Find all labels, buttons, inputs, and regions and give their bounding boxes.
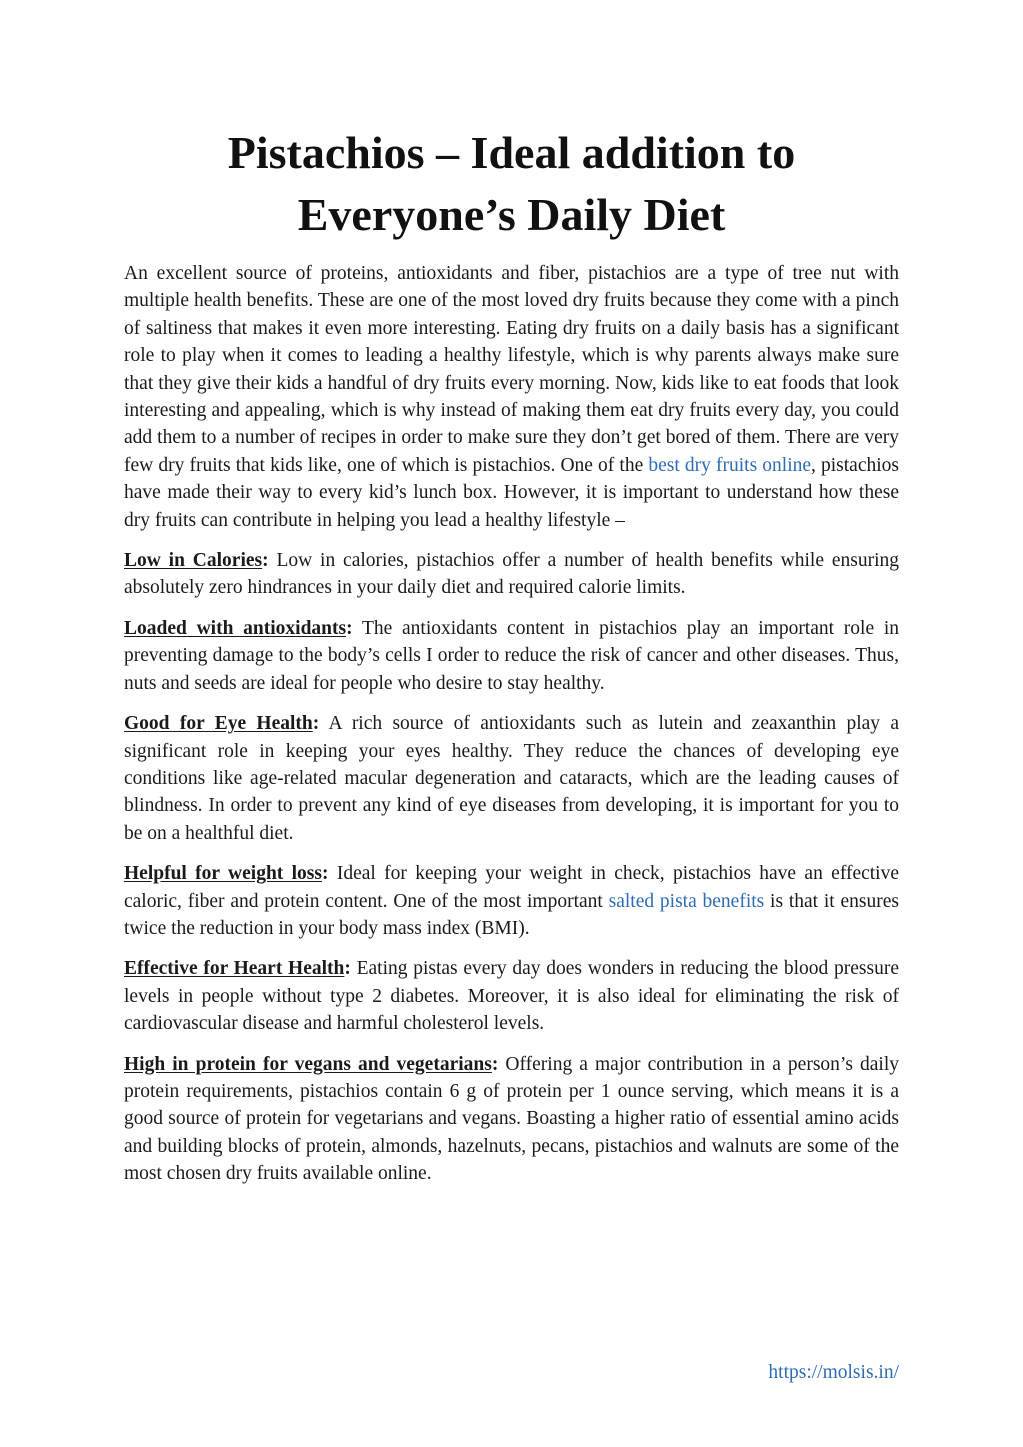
section-text: The antioxidants content in pistachios play an important role in preventing damage to the body’s cells I order to reduce the risk of cancer and other diseases. Thus, nuts and seeds are ideal for people who desire to stay healthy. [124, 617, 899, 694]
section-heading: Helpful for weight loss [124, 863, 322, 885]
section-low-in-calories [124, 547, 899, 602]
title-line-1: Pistachios – Ideal addition to [227, 127, 796, 178]
best-dry-fruits-link[interactable]: best dry fruits online [648, 454, 812, 476]
intro-text-before-link: An excellent source of proteins, antioxidants and fiber, pistachios are a type of tree nut with multiple health benefits. These are one of the most loved dry fruits because they come with a pinch of saltiness that makes it even more interesting. Eating dry fruits on a daily basis has a significant role to play when it comes to leading a healthy lifestyle, which is why parents always make sure that they give their kids a handful of dry fruits every morning. Now, kids like to eat foods that look interesting and appealing, which is why instead of making them eat dry fruits every day, you could add them to a number of recipes in order to make sure they don’t get bored of them. There are very few dry fruits that kids like, one of which is pistachios. One of the [124, 263, 899, 476]
section-high-in-protein [124, 1051, 899, 1188]
section-heading: Low in Calories [124, 550, 263, 572]
title-line-2: Everyone’s Daily Diet [297, 189, 726, 240]
section-effective-for-heart-health [124, 955, 899, 1037]
section-colon: : [322, 863, 329, 885]
section-text: A rich source of antioxidants such as lutein and zeaxanthin play a significant role in keeping your eyes healthy. They reduce the chances of developing eye conditions like age-related macular degeneration and cataracts, which are the leading causes of blindness. In order to prevent any kind of eye diseases from developing, it is important for you to be on a healthful diet. [124, 713, 899, 844]
section-text-after-link: is that it ensures twice the reduction in your body mass index (BMI). [124, 890, 900, 939]
section-heading: Loaded with antioxidants [124, 617, 347, 639]
section-text: Low in calories, pistachios offer a number of health benefits while ensuring absolutely zero hindrances in your daily diet and required calorie limits. [124, 550, 899, 599]
section-helpful-for-weight-loss [124, 860, 899, 942]
salted-pista-benefits-link[interactable]: salted pista benefits [608, 890, 765, 912]
document-page [124, 122, 899, 1201]
intro-paragraph [124, 260, 899, 534]
section-heading: Effective for Heart Health [124, 958, 345, 980]
intro-text-after-link: , pistachios have made their way to every kid’s lunch box. However, it is important to understand how these dry fruits can contribute in helping you lead a healthy lifestyle – [124, 454, 899, 531]
section-colon: : [312, 713, 320, 735]
section-text: Offering a major contribution in a person’s daily protein requirements, pistachios contain 6 g of protein per 1 ounce serving, which means it is a good source of protein for vegetarians and vegans. Boasting a higher ratio of essential amino acids and building blocks of protein, almonds, hazelnuts, pecans, pistachios and walnuts are some of the most chosen dry fruits available online. [124, 1053, 899, 1185]
section-text: Eating pistas every day does wonders in reducing the blood pressure levels in people without type 2 diabetes. Moreover, it is also ideal for eliminating the risk of cardiovascular disease and harmful cholesterol levels. [124, 958, 900, 1035]
section-heading: Good for Eye Health [124, 713, 313, 735]
section-colon: : [346, 617, 353, 639]
section-loaded-with-antioxidants [124, 615, 899, 697]
page-title [124, 122, 899, 246]
section-good-for-eye-health [124, 710, 899, 847]
section-text-before-link: Ideal for keeping your weight in check, pistachios have an effective caloric, fiber and protein content. One of the most important [124, 863, 900, 912]
section-colon: : [344, 958, 351, 980]
section-colon: : [262, 550, 269, 572]
footer-url-link[interactable]: https://molsis.in/ [768, 1362, 899, 1383]
section-heading: High in protein for vegans and vegetarians [124, 1053, 492, 1075]
section-colon: : [491, 1053, 499, 1075]
